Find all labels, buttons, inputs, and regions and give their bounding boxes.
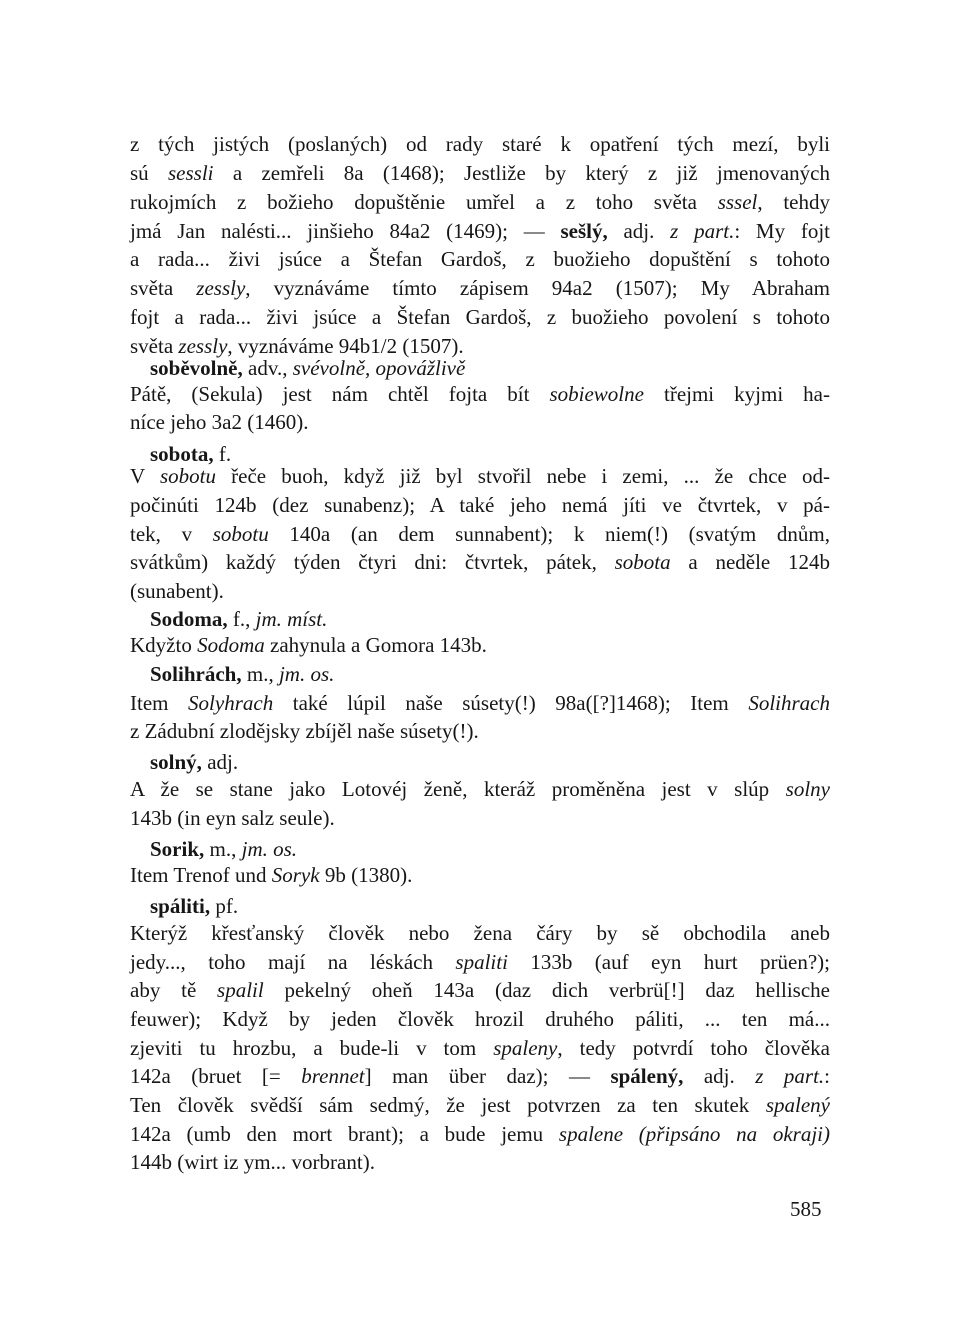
text-line: a rada... živi jsúce a Štefan Gardoš, z buožieho dopuštění s tohoto: [130, 247, 830, 271]
entry-headword: spáliti, pf.: [150, 894, 239, 918]
text-line: 142a (umb den mort brant); a bude jemu spalene (připsáno na okraji): [130, 1122, 830, 1146]
text-line: Item Solyhrach také lúpil naše súsety(!) 98a([?]1468); Item Solihrach: [130, 691, 830, 715]
text-line: 144b (wirt iz ym... vorbrant).: [130, 1150, 375, 1174]
text-line: jedy..., toho mají na léskách spaliti 133b (auf eyn hurt prüen?);: [130, 950, 830, 974]
text-line: tek, v sobotu 140a (an dem sunnabent); k niem(!) (svatým dnům,: [130, 522, 831, 546]
text-line: světa zessly, vyznáváme 94b1/2 (1507).: [130, 334, 464, 358]
text-line: feuwer); Když by jeden člověk hrozil druhého páliti, ... ten má...: [130, 1007, 830, 1031]
text-line: Kterýž křesťanský člověk nebo žena čáry by sě obchodila aneb: [130, 921, 830, 945]
text-line: 143b (in eyn salz seule).: [130, 806, 335, 830]
text-line: 142a (bruet [= brennet] man über daz); — spálený, adj. z part.:: [130, 1064, 831, 1088]
text-line: z Zádubní zlodějsky zbíjěl naše súsety(!).: [130, 719, 479, 743]
text-line: fojt a rada... živi jsúce a Štefan Gardoš, z buožieho povolení s tohoto: [130, 305, 830, 329]
entry-headword: sobota, f.: [150, 442, 232, 466]
text-line: Kdyžto Sodoma zahynula a Gomora 143b.: [130, 633, 487, 657]
entry-headword: solný, adj.: [150, 750, 239, 774]
text-line: zjeviti tu hrozbu, a bude-li v tom spaleny, tedy potvrdí toho člověka: [130, 1036, 830, 1060]
text-line: aby tě spalil pekelný oheň 143a (daz dich verbrü[!] daz hellische: [130, 978, 830, 1002]
text-line: V sobotu řeče buoh, když již byl stvořil nebe i zemi, ... že chce od-: [130, 464, 830, 488]
text-line: sú sessli a zemřeli 8a (1468); Jestliže by který z již jmenovaných: [130, 161, 830, 185]
text-line: níce jeho 3a2 (1460).: [130, 410, 309, 434]
text-line: (sunabent).: [130, 579, 224, 603]
entry-headword: Sorik, m., jm. os.: [150, 837, 298, 861]
page-number: 585: [790, 1197, 822, 1221]
text-line: Ten člověk svědší sám sedmý, že jest potvrzen za ten skutek spalený: [130, 1093, 830, 1117]
text-line: rukojmích z božieho dopuštěnie umřel a z toho světa sssel, tehdy: [130, 190, 830, 214]
entry-headword: soběvolně, adv., svévolně, opovážlivě: [150, 356, 466, 380]
text-line: počinúti 124b (dez sunabenz); A také jeho nemá jíti ve čtvrtek, v pá-: [130, 493, 830, 517]
entry-headword: Sodoma, f., jm. míst.: [150, 607, 328, 631]
text-line: jmá Jan nalésti... jinšieho 84a2 (1469); — sešlý, adj. z part.: My fojt: [130, 219, 831, 243]
text-line: Item Trenof und Soryk 9b (1380).: [130, 863, 413, 887]
text-line: Pátě, (Sekula) jest nám chtěl fojta bít sobiewolne třejmi kyjmi ha-: [130, 382, 830, 406]
text-line: A že se stane jako Lotovéj ženě, kteráž proměněna jest v slúp solny: [130, 777, 830, 801]
entry-headword: Solihrách, m., jm. os.: [150, 662, 335, 686]
text-line: světa zessly, vyznáváme tímto zápisem 94a2 (1507); My Abraham: [130, 276, 830, 300]
text-line: z tých jistých (poslaných) od rady staré k opatření tých mezí, byli: [130, 132, 830, 156]
text-line: svátkům) každý týden čtyri dni: čtvrtek, pátek, sobota a neděle 124b: [130, 550, 830, 574]
